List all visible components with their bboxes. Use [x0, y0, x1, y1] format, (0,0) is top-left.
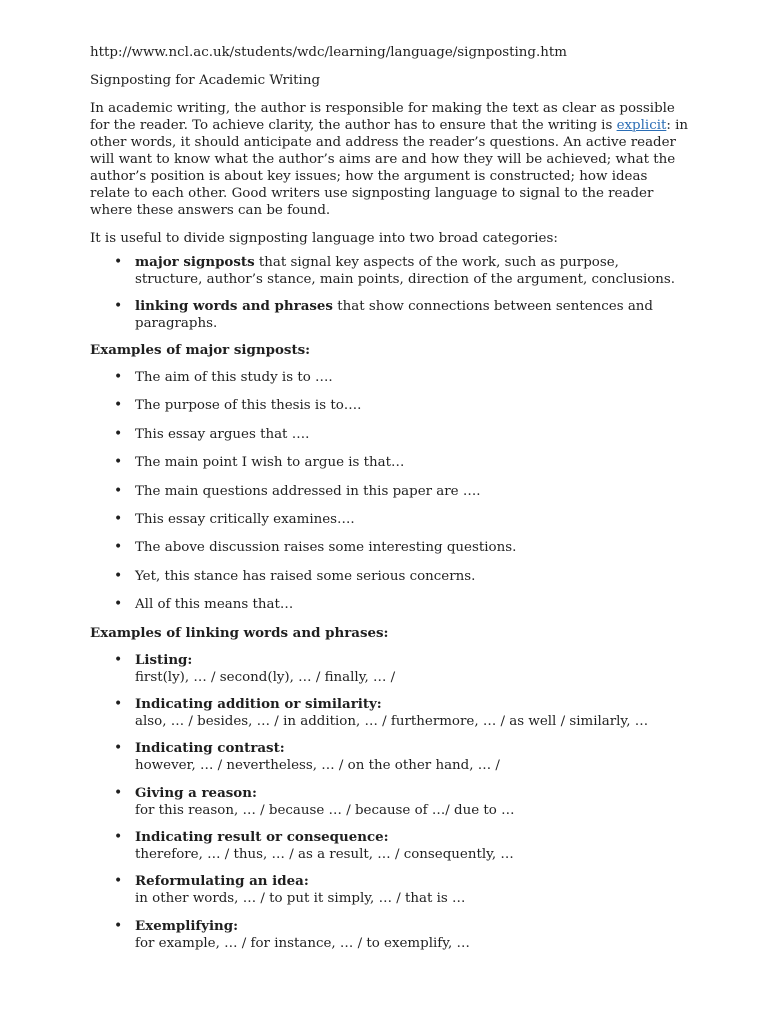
list-item — [90, 397, 690, 414]
list-item — [90, 426, 690, 443]
list-item — [90, 298, 690, 332]
bullet-icon: • — [114, 917, 123, 934]
list-item — [90, 568, 690, 585]
category-term: major signposts — [135, 254, 255, 270]
linking-words-heading: Examples of linking words and phrases: — [90, 624, 389, 641]
list-item — [90, 873, 690, 907]
group-examples: also, … / besides, … / in addition, … / furthermore, … / as well / similarly, … — [135, 713, 649, 729]
bullet-icon: • — [114, 829, 123, 846]
intro-text-before-link: In academic writing, the author is responsible for making the text as clear as possible for the reader. To achieve clarity, the author has to ensure that the writing is — [90, 101, 675, 133]
example-text: All of this means that… — [135, 597, 294, 613]
bullet-icon: • — [114, 254, 123, 270]
bullet-icon: • — [114, 298, 123, 314]
major-signposts-list — [90, 369, 690, 613]
categories-list — [90, 254, 690, 332]
group-label: Indicating result or consequence: — [135, 829, 389, 846]
group-label: Indicating contrast: — [135, 740, 285, 757]
group-examples: for example, … / for instance, … / to exemplify, … — [135, 935, 470, 951]
intro-text-after-link: : in other words, it should anticipate and address the reader’s questions. An active reader will want to know what the author’s aims are and how they will be achieved; what the author’s position is about key issues; how the argument is constructed; how ideas relate to each other. Good writers use signposting language to signal to the reader where these answers can be found. — [90, 118, 689, 218]
bullet-icon: • — [114, 873, 123, 890]
list-item — [90, 539, 690, 556]
bullet-icon: • — [114, 740, 123, 757]
bullet-icon: • — [114, 596, 123, 613]
document-title: Signposting for Academic Writing — [90, 73, 321, 88]
bullet-icon: • — [114, 454, 123, 471]
bullet-icon: • — [114, 482, 123, 499]
intro-paragraph — [90, 100, 690, 219]
example-text: This essay argues that …. — [135, 426, 310, 442]
group-examples: first(ly), … / second(ly), … / finally, … / — [135, 669, 396, 685]
bullet-icon: • — [114, 425, 123, 442]
bullet-icon: • — [114, 539, 123, 556]
bullet-icon: • — [114, 651, 123, 668]
list-item — [90, 918, 690, 952]
list-item — [90, 740, 690, 774]
bullet-icon: • — [114, 510, 123, 527]
list-item — [90, 785, 690, 819]
explicit-link[interactable]: explicit — [616, 118, 667, 133]
example-text: Yet, this stance has raised some serious concerns. — [135, 568, 476, 584]
example-text: The main questions addressed in this paper are …. — [135, 483, 481, 499]
group-label: Reformulating an idea: — [135, 873, 309, 890]
group-examples: for this reason, … / because … / because of …/ due to … — [135, 802, 515, 818]
major-signposts-heading: Examples of major signposts: — [90, 342, 311, 358]
group-label: Indicating addition or similarity: — [135, 695, 382, 712]
example-text: The aim of this study is to …. — [135, 370, 333, 385]
category-description: that signal key aspects of the work, such as purpose, structure, author’s stance, main points, direction of the argument, conclusions. — [135, 255, 676, 287]
bullet-icon: • — [114, 369, 123, 385]
bullet-icon: • — [114, 695, 123, 712]
group-examples: in other words, … / to put it simply, … / that is … — [135, 891, 466, 907]
group-examples: therefore, … / thus, … / as a result, … / consequently, … — [135, 847, 514, 863]
source-url: http://www.ncl.ac.uk/students/wdc/learning/language/signposting.htm — [90, 45, 567, 60]
group-label: Exemplifying: — [135, 917, 239, 934]
group-label: Giving a reason: — [135, 784, 257, 801]
bullet-icon: • — [114, 784, 123, 801]
document-page — [90, 44, 690, 962]
list-item — [90, 454, 690, 471]
list-item — [90, 483, 690, 500]
bullet-icon: • — [114, 397, 123, 414]
example-text: The purpose of this thesis is to…. — [135, 398, 362, 414]
linking-words-list — [90, 652, 690, 952]
list-item — [90, 369, 690, 386]
list-item — [90, 652, 690, 686]
categories-intro: It is useful to divide signposting language into two broad categories: — [90, 231, 558, 246]
bullet-icon: • — [114, 567, 123, 584]
group-label: Listing: — [135, 651, 193, 668]
category-description: that show connections between sentences and paragraphs. — [135, 299, 654, 331]
example-text: The main point I wish to argue is that… — [135, 455, 405, 471]
group-examples: however, … / nevertheless, … / on the other hand, … / — [135, 758, 500, 774]
list-item — [90, 596, 690, 613]
example-text: This essay critically examines…. — [135, 511, 355, 527]
example-text: The above discussion raises some interesting questions. — [135, 540, 517, 556]
category-term: linking words and phrases — [135, 298, 333, 314]
list-item — [90, 254, 690, 288]
list-item — [90, 696, 690, 730]
list-item — [90, 829, 690, 863]
list-item — [90, 511, 690, 528]
